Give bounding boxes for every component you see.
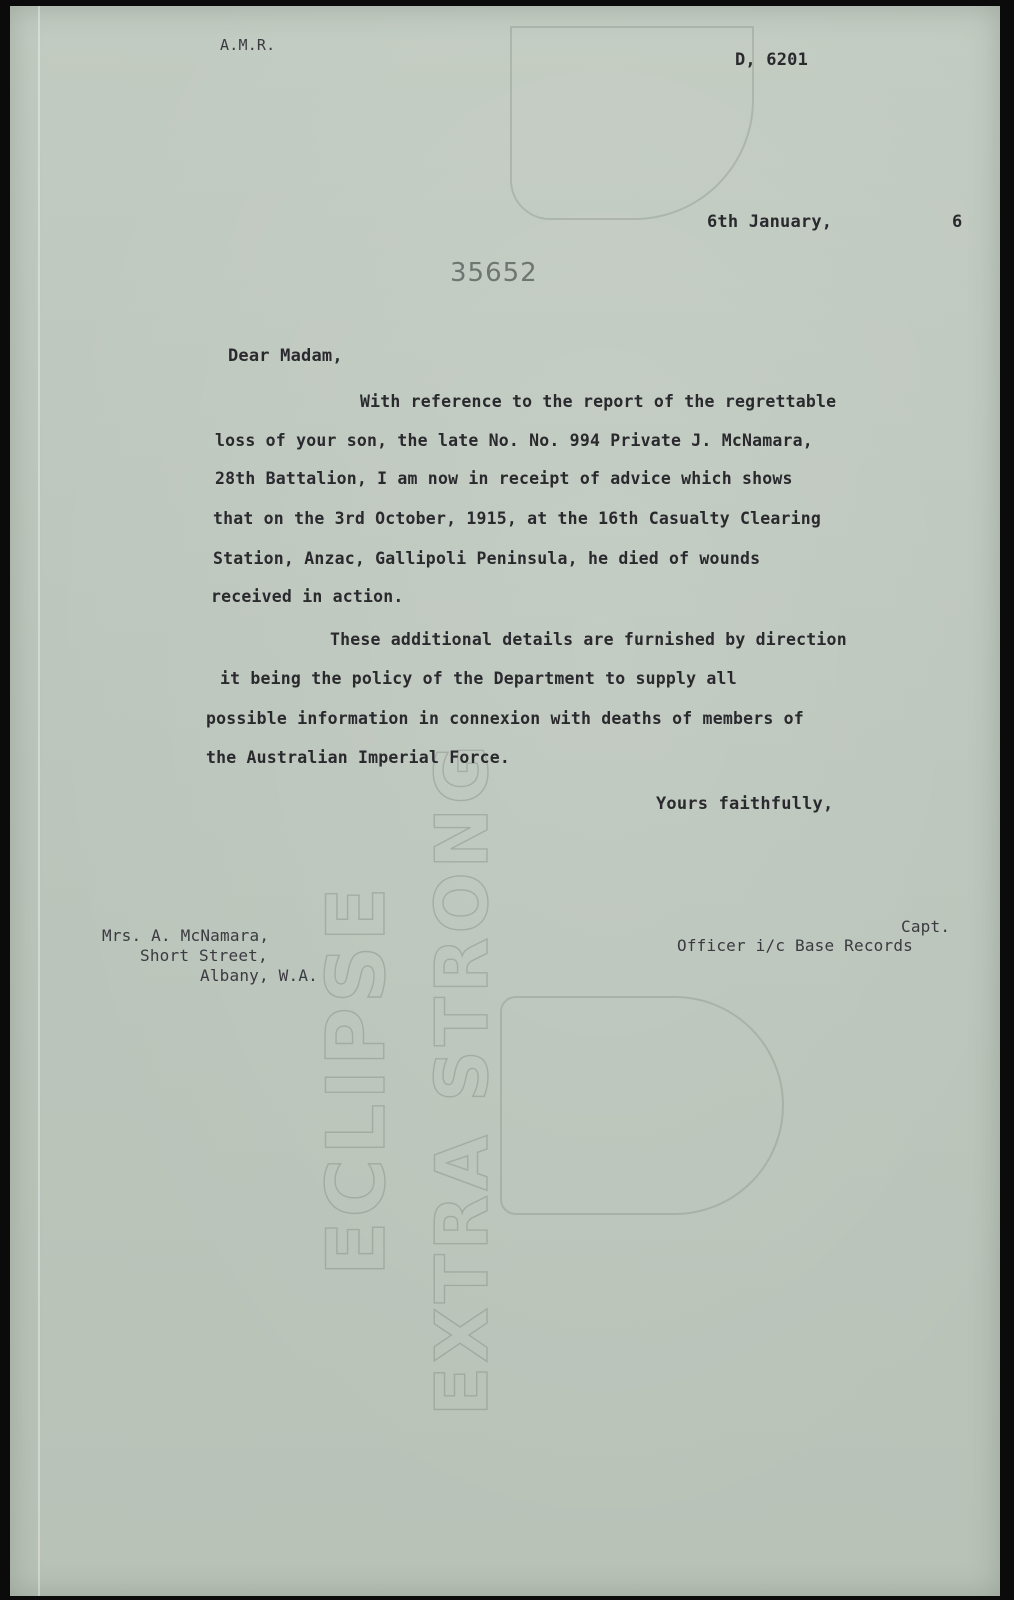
para1-line: With reference to the report of the regrettable [360, 392, 837, 411]
signature-rank: Capt. [901, 917, 951, 936]
watermark-seal-bottom [500, 996, 784, 1215]
para1-line: that on the 3rd October, 1915, at the 16th Casualty Clearing [213, 509, 822, 528]
closing: Yours faithfully, [656, 794, 834, 814]
para1-line: Station, Anzac, Gallipoli Peninsula, he died of wounds [213, 549, 761, 568]
paper-edge [38, 6, 40, 1596]
file-number-stamp: 35652 [450, 258, 538, 288]
para2-line: the Australian Imperial Force. [206, 748, 511, 767]
letter-date: 6th January, [707, 212, 833, 232]
salutation: Dear Madam, [228, 346, 343, 366]
para1-line: loss of your son, the late No. No. 994 Private J. McNamara, [215, 431, 813, 450]
letter-page [10, 6, 1000, 1596]
para2-line: it being the policy of the Department to supply all [220, 669, 737, 688]
para2-line: possible information in connexion with deaths of members of [206, 709, 804, 728]
para2-line: These additional details are furnished by direction [330, 630, 847, 649]
para1-line: received in action. [211, 587, 404, 606]
addressee-street: Short Street, [140, 946, 268, 965]
office-initials: A.M.R. [220, 36, 276, 54]
para1-line: 28th Battalion, I am now in receipt of advice which shows [215, 469, 793, 488]
addressee-town: Albany, W.A. [200, 966, 318, 985]
watermark-seal-top [510, 26, 754, 220]
addressee-name: Mrs. A. McNamara, [102, 926, 270, 945]
signature-title: Officer i/c Base Records [677, 936, 913, 955]
letter-date-suffix: 6 [952, 212, 963, 232]
watermark-eclipse: ECLIPSE [310, 883, 403, 1276]
reference-number: D, 6201 [735, 50, 809, 70]
watermark-extra-strong: EXTRA STRONG [420, 740, 504, 1416]
